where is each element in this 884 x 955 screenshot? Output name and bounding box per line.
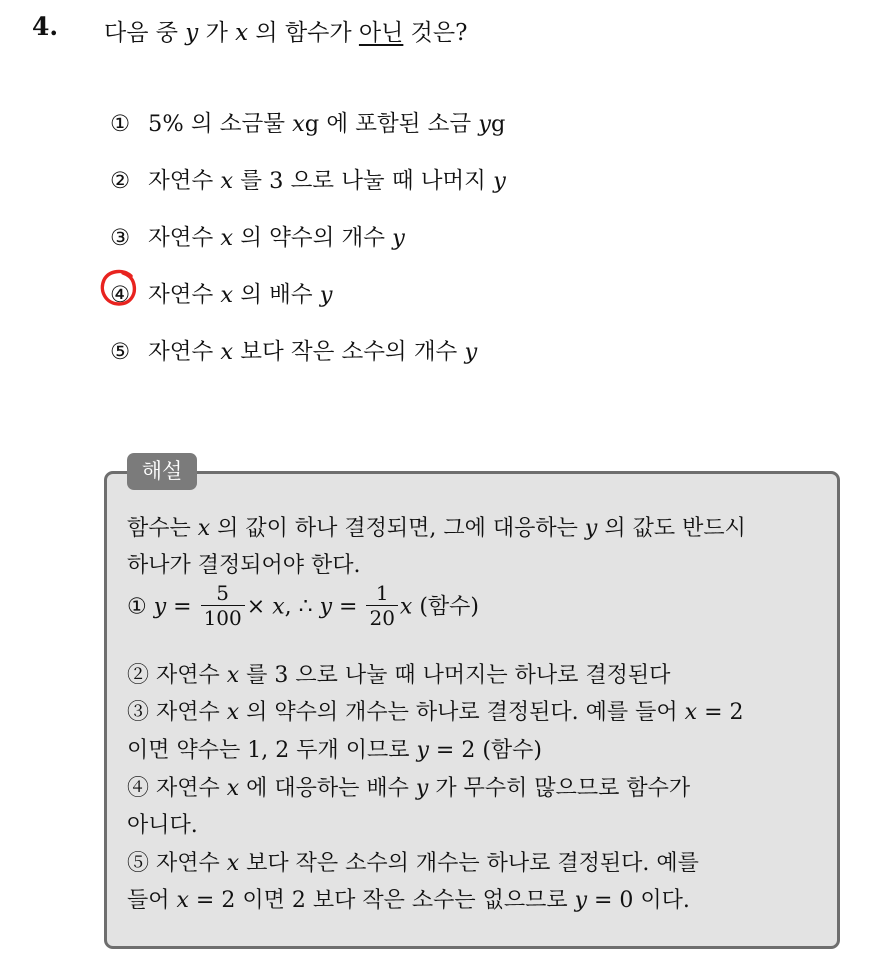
math-variable: x — [220, 339, 234, 365]
text-segment: 를 3 으로 나눌 때 나머지 — [233, 168, 494, 194]
math-variable: x — [220, 168, 234, 194]
text-segment: 이면 약수는 1, 2 두개 이므로 — [127, 738, 417, 763]
explanation-line-4 — [127, 658, 670, 689]
math-variable: x — [176, 888, 189, 913]
text-segment: 의 값도 반드시 — [597, 516, 746, 541]
text-segment: 하나가 결정되어야 한다. — [127, 553, 361, 578]
answer-circle-mark — [100, 268, 139, 308]
text-segment: 함수는 — [127, 516, 198, 541]
question-text: 다음 중 y 가 x 의 함수가 아닌 것은? — [104, 20, 468, 46]
text-segment: = 2 이면 2 보다 작은 소수는 없으므로 — [188, 888, 575, 913]
text-segment: 보다 작은 소수의 개수는 하나로 결정된다. 예를 — [239, 851, 699, 876]
math-variable: x — [220, 225, 234, 251]
math-variable: y — [478, 111, 491, 137]
text-segment: ② 자연수 — [127, 663, 227, 688]
math-variable: x — [226, 851, 240, 876]
text-segment: 를 3 으로 나눌 때 나머지는 하나로 결정된다 — [239, 663, 671, 688]
text-segment: 자연수 — [148, 339, 221, 365]
text-segment: ④ 자연수 — [127, 776, 227, 801]
math-variable: y — [574, 888, 588, 913]
text-segment: 의 약수의 개수는 하나로 결정된다. 예를 들어 — [239, 700, 685, 725]
choice-3[interactable]: ③ 자연수 x 의 약수의 개수 y — [110, 225, 405, 251]
math-variable: x — [226, 663, 240, 688]
explanation-line-1 — [127, 511, 746, 542]
math-variable: x — [292, 111, 305, 137]
choice-1[interactable]: ① 5% 의 소금물 xg 에 포함된 소금 yg — [110, 111, 506, 137]
choice-2[interactable]: ② 자연수 x 를 3 으로 나눌 때 나머지 y — [110, 168, 506, 194]
explanation-line-9 — [127, 846, 699, 877]
explanation-line-3: ① y = $\frac{5}{100}$ × x, ∴ y = $\frac{1}{20}$ x (함수) — [127, 581, 480, 630]
text-segment: 들어 — [127, 888, 177, 913]
text-segment: = 2 (함수) — [428, 738, 542, 763]
math-variable: y — [584, 516, 598, 541]
math-variable: y — [493, 168, 506, 194]
text-segment: 보다 작은 소수의 개수 — [233, 339, 465, 365]
math-variable: y — [392, 225, 405, 251]
math-variable: y — [319, 282, 333, 308]
explanation-tab: 해설 — [127, 453, 197, 490]
math-variable: y — [415, 776, 429, 801]
explanation-line-10 — [127, 883, 690, 914]
math-variable: y — [416, 738, 429, 763]
text-segment: g — [490, 111, 506, 137]
underlined-word: 아닌 — [358, 20, 404, 46]
choice-4[interactable]: ④ 자연수 x 의 배수 y — [110, 277, 332, 309]
text-segment: 5% 의 소금물 — [148, 111, 293, 137]
math-variable: x — [220, 282, 234, 308]
text-segment: g 에 포함된 소금 — [304, 111, 479, 137]
text-segment: 자연수 — [148, 225, 221, 251]
math-variable: y — [464, 339, 478, 365]
explanation-line-7 — [127, 771, 690, 802]
text-segment: 아니다. — [127, 813, 198, 838]
text-segment: ⑤ 자연수 — [127, 851, 227, 876]
explanation-line-5 — [127, 695, 744, 726]
math-variable: x — [197, 516, 211, 541]
choice-5[interactable]: ⑤ 자연수 x 보다 작은 소수의 개수 y — [110, 339, 478, 365]
math-variable: x — [226, 700, 240, 725]
text-segment: 의 약수의 개수 — [233, 225, 393, 251]
text-segment: 의 값이 하나 결정되면, 그에 대응하는 — [210, 516, 585, 541]
explanation-line-2 — [127, 548, 361, 579]
text-segment: 가 무수히 많으므로 함수가 — [428, 776, 691, 801]
fraction-5-over-100: $\frac{5}{100}$ — [201, 581, 245, 630]
math-variable: x — [226, 776, 240, 801]
explanation-line-8 — [127, 808, 198, 839]
text-segment: 에 대응하는 배수 — [239, 776, 416, 801]
text-segment: 의 배수 — [233, 282, 320, 308]
math-variable: x — [684, 700, 698, 725]
explanation-line-6 — [127, 733, 542, 764]
text-segment: = 0 이다. — [587, 888, 690, 913]
text-segment: ③ 자연수 — [127, 700, 227, 725]
text-segment: = 2 — [697, 700, 744, 725]
question-number: 4. — [32, 12, 59, 41]
text-segment: 자연수 — [148, 168, 221, 194]
fraction-1-over-20: $\frac{1}{20}$ — [366, 581, 397, 630]
text-segment: 자연수 — [148, 282, 221, 308]
